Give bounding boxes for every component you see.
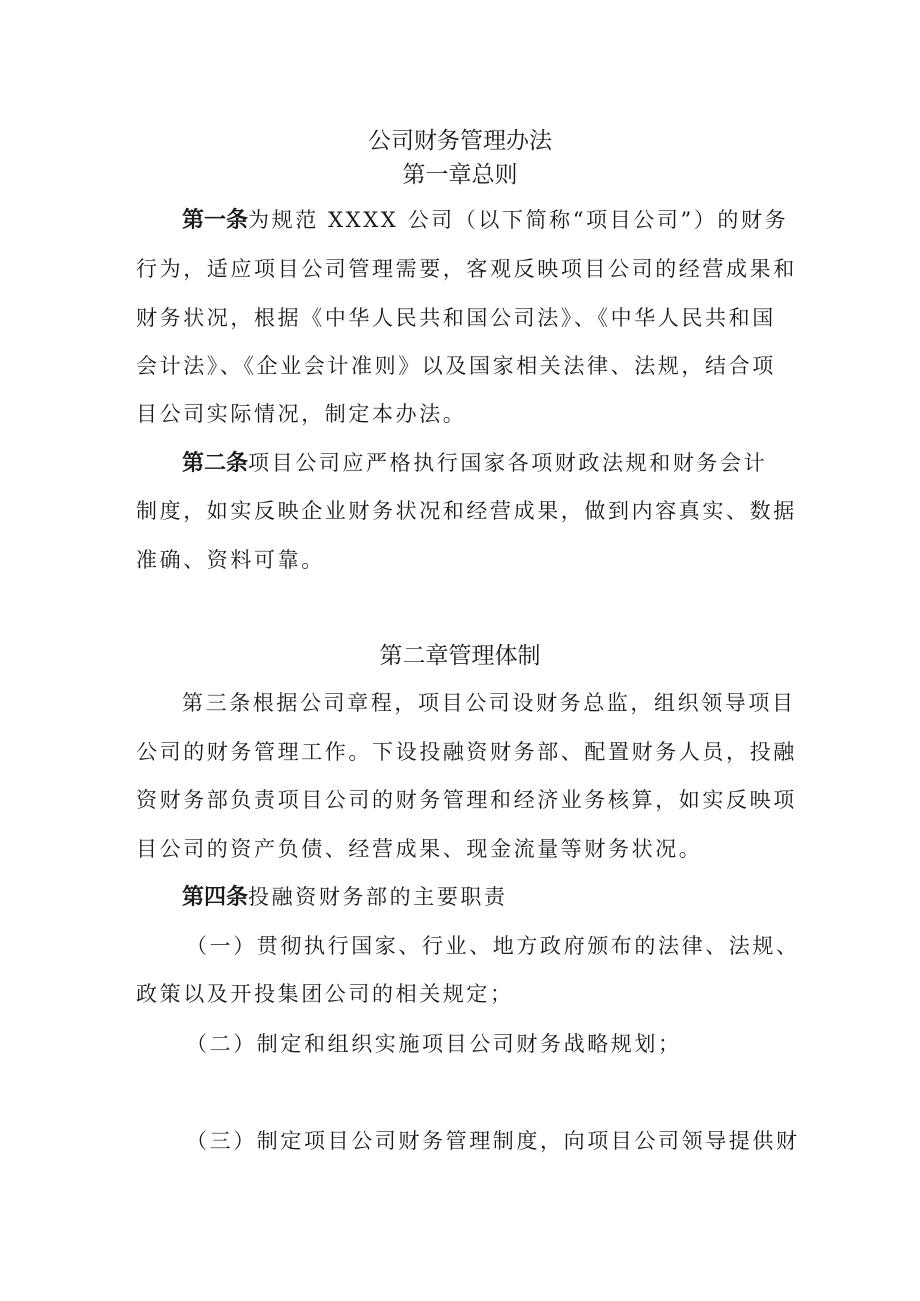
duty-3: （三）制定项目公司财务管理制度，向项目公司领导提供财 (186, 1129, 800, 1153)
article-3-line-1: 第三条根据公司章程，项目公司设财务总监，组织领导项目 (182, 691, 796, 715)
document-title: 公司财务管理办法 (368, 128, 552, 154)
article-4-text: 投融资财务部的主要职责 (248, 885, 508, 909)
article-2-text: 项目公司应严格执行国家各项财政法规和财务会计 (248, 451, 768, 475)
duty-2: （二）制定和组织实施项目公司财务战略规划； (186, 1032, 682, 1056)
article-1-text: 为规范 XXXX 公司（以下简称“项目公司”）的财务 (248, 208, 789, 232)
article-4-label: 第四条 (182, 885, 249, 910)
article-4-line-1 (182, 882, 508, 913)
duty-1-line-2: 政策以及开投集团公司的相关规定； (136, 982, 514, 1006)
article-2-line-2: 制度，如实反映企业财务状况和经营成果，做到内容真实、数据 (136, 499, 797, 523)
article-3-line-2: 公司的财务管理工作。下设投融资财务部、配置财务人员，投融 (136, 740, 797, 764)
chapter-1-title: 第一章总则 (402, 162, 518, 188)
article-1-line-5: 目公司实际情况，制定本办法。 (136, 402, 467, 426)
article-1-label: 第一条 (182, 208, 249, 233)
chapter-2-title: 第二章管理体制 (379, 643, 541, 669)
article-3-line-4: 目公司的资产负债、经营成果、现金流量等财务状况。 (136, 837, 703, 861)
article-1-line-4: 会计法》、《企业会计准则》以及国家相关法律、法规，结合项 (136, 354, 776, 378)
article-2-label: 第二条 (182, 451, 249, 476)
article-1-line-2: 行为，适应项目公司管理需要，客观反映项目公司的经营成果和 (136, 257, 797, 281)
article-2-line-3: 准确、资料可靠。 (136, 548, 325, 572)
article-1-line-3: 财务状况，根据《中华人民共和国公司法》、《中华人民共和国 (136, 306, 776, 330)
article-2-line-1 (182, 448, 767, 479)
article-3-line-3: 资财务部负责项目公司的财务管理和经济业务核算，如实反映项 (136, 788, 797, 812)
article-1-line-1 (182, 205, 788, 236)
duty-1-line-1: （一）贯彻执行国家、行业、地方政府颁布的法律、法规、 (186, 934, 800, 958)
